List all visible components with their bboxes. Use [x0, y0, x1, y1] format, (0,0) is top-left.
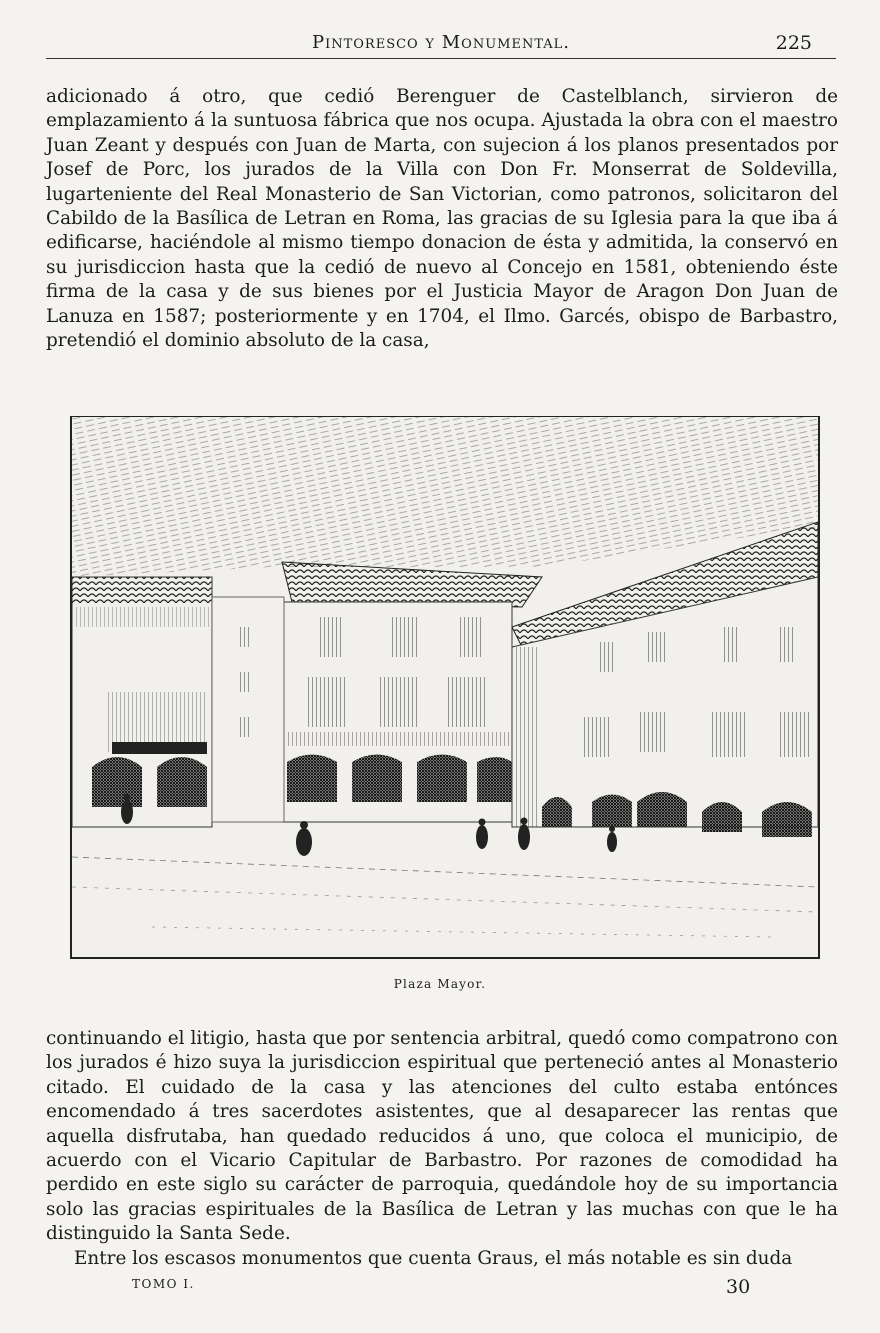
right-building [512, 522, 818, 837]
figure-caption: Plaza Mayor. [393, 977, 487, 991]
paragraph: continuando el litigio, hasta que por sentencia arbitral, quedó como compatrono con los jurados é hizo suya la jurisdiccion espiritual que perteneció antes al Monasterio citado. El cuidado de la casa y las atenciones del culto estaba entónces encomendado á tres sacerdotes asistentes, que al desaparecer las rentas que aquella disfrutaba, han quedado reducidos á uno, que coloca el municipio, de acuerdo con el Vicario Capitular de Barbastro. Por razones de comodidad ha perdido en este siglo su carácter de parroquia, quedándole hoy de su importancia solo las gracias espirituales de la Basílica de Letran y las muchas con que le ha distinguido la Santa Sede. [46, 1028, 838, 1245]
page-number: 225 [775, 32, 812, 54]
paragraph: Entre los escasos monumentos que cuenta Graus, el más notable es sin duda [74, 1247, 793, 1269]
left-building [72, 577, 212, 827]
paragraph: adicionado á otro, que cedió Berenguer de Castelblanch, sirvieron de emplazamiento á la suntuosa fábrica que nos ocupa. Ajustada la obra con el maestro Juan Zeant y después con Juan de Marta, con sujecion á los planos presentados por Josef de Porc, los jurados de la Villa con Don Fr. Monserrat de Soldevilla, lugarteniente del Real Monasterio de San Victorian, como patronos, solicitaron del Cabildo de la Basílica de Letran en Roma, las gracias de su Iglesia para la que iba á edificarse, haciéndole al mismo tiempo donacion de ésta y admitida, la conservó en su jurisdiccion hasta que la cedió de nuevo al Concejo en 1581, obteniendo éste firma de la casa y de sus bienes por el Justicia Mayor de Aragon Don Juan de Lanuza en 1587; posteriormente y en 1704, el Ilmo. Garcés, obispo de Barbastro, pretendió el dominio absoluto de la casa, [46, 86, 838, 352]
running-title: Pintoresco y Monumental. [311, 32, 571, 53]
engraving-illustration [72, 417, 818, 957]
signature-mark: 30 [726, 1276, 751, 1298]
body-text-bottom [46, 1027, 838, 1271]
body-text-top [46, 85, 838, 353]
volume-label: TOMO I. [132, 1277, 195, 1291]
central-building [212, 562, 542, 822]
plaza-mayor-engraving [70, 416, 820, 959]
page-header [46, 28, 836, 59]
